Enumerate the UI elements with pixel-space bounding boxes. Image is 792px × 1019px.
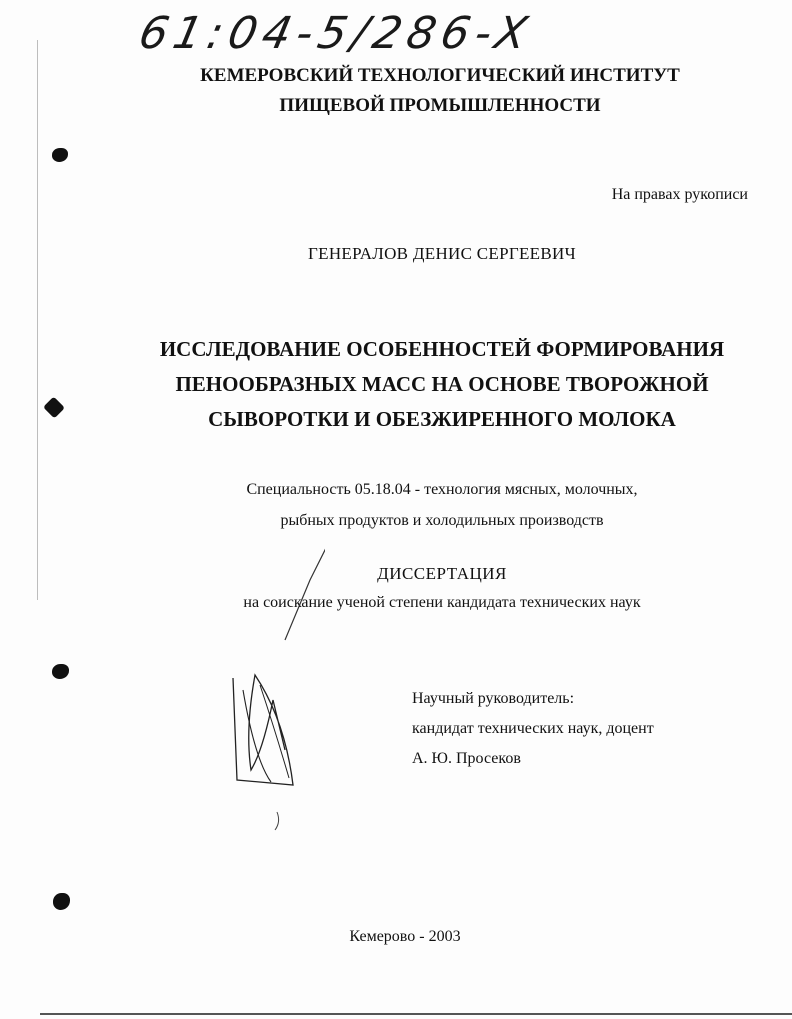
- speciality-line-2: рыбных продуктов и холодильных производств: [280, 512, 604, 529]
- binding-hole-mark: [52, 664, 69, 679]
- institute-name-line1: КЕМЕРОВСКИЙ ТЕХНОЛОГИЧЕСКИЙ ИНСТИТУТ: [200, 65, 680, 86]
- title-line-1: ИССЛЕДОВАНИЕ ОСОБЕННОСТЕЙ ФОРМИРОВАНИЯ: [159, 337, 725, 361]
- title-line-2: ПЕНООБРАЗНЫХ МАСС НА ОСНОВЕ ТВОРОЖНОЙ: [175, 372, 709, 396]
- speciality: [0, 474, 792, 536]
- binding-hole-mark: [52, 148, 68, 162]
- institute-name-line2: ПИЩЕВОЙ ПРОМЫШЛЕННОСТИ: [279, 95, 601, 116]
- handwritten-archive-code: 61:04-5/286-X: [134, 8, 538, 59]
- speciality-line-1: Специальность 05.18.04 - технология мясных, молочных,: [246, 481, 638, 498]
- rights-note: На правах рукописи: [611, 186, 748, 203]
- binding-hole-mark: [53, 893, 70, 910]
- supervisor-name: А. Ю. Просеков: [412, 750, 521, 767]
- author-name: ГЕНЕРАЛОВ ДЕНИС СЕРГЕЕВИЧ: [308, 244, 576, 263]
- scan-bottom-edge: [40, 1013, 792, 1015]
- supervisor-degree: кандидат технических наук, доцент: [412, 720, 654, 737]
- signature-icon: [215, 500, 325, 840]
- supervisor-block: [412, 684, 654, 774]
- dissertation-title: [0, 332, 792, 437]
- city-year: Кемерово - 2003: [349, 928, 461, 945]
- title-line-3: СЫВОРОТКИ И ОБЕЗЖИРЕННОГО МОЛОКА: [208, 407, 676, 431]
- supervisor-label: Научный руководитель:: [412, 690, 575, 707]
- dissertation-heading: ДИССЕРТАЦИЯ: [377, 564, 507, 583]
- dissertation-subtitle: на соискание ученой степени кандидата технических наук: [243, 594, 641, 611]
